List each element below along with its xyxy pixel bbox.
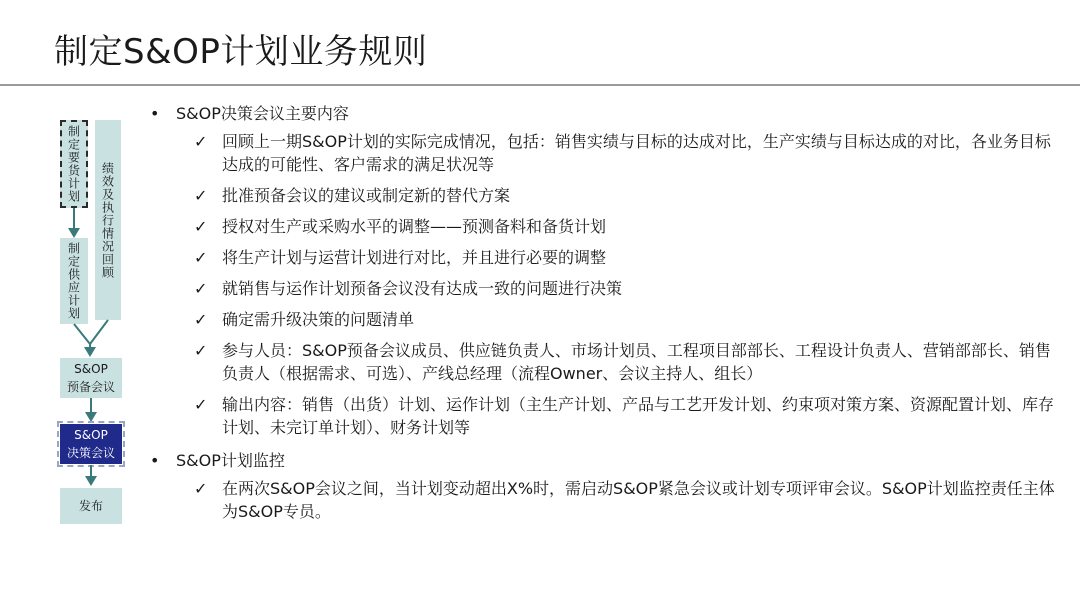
pre-meeting-label: S&OP 预备会议 (66, 362, 115, 394)
list-item: ✓ 在两次S&OP会议之间，当计划变动超出X%时，需启动S&OP紧急会议或计划专项评审会议。S&OP计划监控责任主体为S&OP专员。 (194, 479, 1055, 521)
decision-meeting-label: S&OP 决策会议 (66, 428, 115, 460)
check-icon: ✓ (194, 248, 208, 267)
list-item: ✓ 将生产计划与运营计划进行对比，并且进行必要的调整 (194, 248, 607, 267)
check-icon: ✓ (194, 186, 208, 205)
pre-meeting-box (60, 358, 122, 398)
list-item: ✓ 确定需升级决策的问题清单 (194, 310, 415, 329)
section-heading (150, 447, 1060, 475)
section-heading (150, 100, 1060, 128)
publish-box (60, 488, 122, 524)
check-icon: ✓ (194, 310, 208, 329)
section-heading-text: S&OP决策会议主要内容 (176, 104, 349, 123)
demand-plan-box: 制定要货计划 (60, 120, 88, 208)
arrow-head-4 (85, 476, 97, 486)
list-item: ✓ 参与人员：S&OP预备会议成员、供应链负责人、市场计划员、工程项目部部长、工程设计负责人、营销部部长、销售负责人（根据需求、可选）、产线总经理（流程Owner、会议主持人、组长） (194, 341, 1051, 383)
content-area (150, 100, 1060, 531)
list-item: ✓ 输出内容：销售（出货）计划、运作计划（主生产计划、产品与工艺开发计划、约束项对策方案、资源配置计划、库存计划、未完订单计划）、财务计划等 (194, 395, 1055, 437)
check-icon: ✓ (194, 395, 208, 414)
list-item: ✓ 就销售与运作计划预备会议没有达成一致的问题进行决策 (194, 279, 623, 298)
bullet-icon: • (150, 451, 160, 470)
arrow-head-2 (84, 347, 96, 357)
monitoring-list (150, 477, 1060, 523)
bullet-icon: • (150, 104, 160, 123)
publish-label: 发布 (78, 499, 103, 513)
list-item: ✓ 回顾上一期S&OP计划的实际完成情况，包括：销售实绩与目标的达成对比，生产实绩与目标达成的对比，各业务目标达成的可能性、客户需求的满足状况等 (194, 132, 1051, 174)
list-item: ✓ 授权对生产或采购水平的调整——预测备料和备货计划 (194, 217, 607, 236)
list-item: ✓ 批准预备会议的建议或制定新的替代方案 (194, 186, 511, 205)
check-icon: ✓ (194, 132, 208, 151)
arrow-head-3 (85, 412, 97, 422)
supply-plan-box: 制定供应计划 (60, 238, 88, 324)
performance-review-box: 绩效及执行情况回顾 (95, 120, 121, 320)
decision-meeting-list (150, 130, 1060, 439)
page-title: 制定S&OP计划业务规则 (54, 32, 428, 72)
check-icon: ✓ (194, 279, 208, 298)
decision-meeting-box (60, 424, 122, 464)
check-icon: ✓ (194, 217, 208, 236)
check-icon: ✓ (194, 341, 208, 360)
section-heading-text: S&OP计划监控 (176, 451, 285, 470)
check-icon: ✓ (194, 479, 208, 498)
